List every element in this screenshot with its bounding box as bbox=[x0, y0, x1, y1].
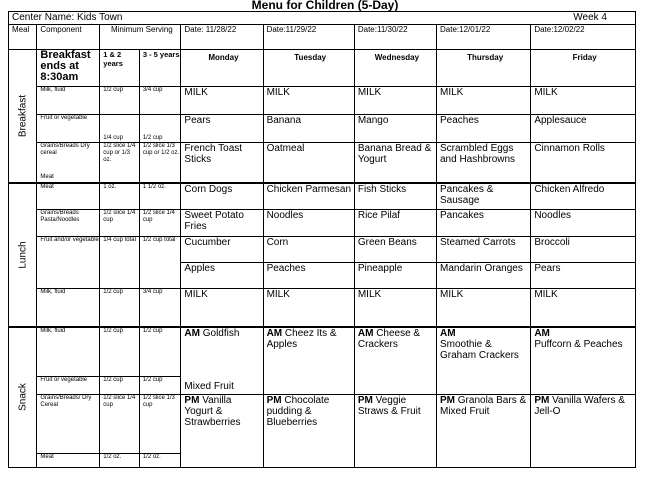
meal-lunch: Lunch bbox=[9, 183, 37, 327]
day-friday: Friday bbox=[531, 50, 636, 87]
snack-am-tuesday: AM Cheez Its & Apples bbox=[263, 327, 354, 395]
week-label: Week 4 bbox=[573, 12, 607, 23]
snack-am-monday: AM Goldfish Mixed Fruit bbox=[181, 327, 263, 395]
snack-pm-tuesday: PM Chocolate pudding & Blueberries bbox=[263, 395, 354, 468]
table-row: Fruit or vegetable 1/4 cup 1/2 cup Pears Banana Mango Peaches Applesauce bbox=[9, 115, 636, 143]
table-row: Meat 1/2 oz. 1/2 oz. bbox=[9, 454, 636, 468]
component-header: Component bbox=[37, 25, 100, 50]
table-row: Lunch Meat 1 oz. 1 1/2 oz. Corn Dogs Chicken Parmesan Fish Sticks Pancakes & Sausage Chicken Alfredo bbox=[9, 183, 636, 210]
day-tuesday: Tuesday bbox=[263, 50, 354, 87]
breakfast-time: Breakfast ends at 8:30am bbox=[37, 50, 100, 87]
page-title: Menu for Children (5-Day) bbox=[251, 0, 399, 12]
table-row: Grains/Breads Dry cereal Meat 1/2 slice 1/4 cup or 1/3 oz. 1/2 slice 1/3 cup or 1/2 oz. French Toast Sticks Oatmeal Banana Bread & Yogurt Scrambled Eggs and Hashbrowns Cinnamon Rolls bbox=[9, 143, 636, 183]
center-name-row bbox=[9, 12, 636, 25]
date-header-1: Date: 11/28/22 bbox=[181, 25, 263, 50]
center-name: Center Name: Kids Town bbox=[12, 12, 123, 23]
meal-breakfast: Breakfast bbox=[9, 50, 37, 183]
snack-am-friday: AM Puffcorn & Peaches bbox=[531, 327, 636, 395]
table-row: Apples Peaches Pineapple Mandarin Oranges Pears bbox=[9, 263, 636, 289]
snack-pm-friday: PM Vanilla Wafers & Jell-O bbox=[531, 395, 636, 468]
table-row: Milk, fluid 1/2 cup 3/4 cup MILK MILK MILK MILK MILK bbox=[9, 289, 636, 327]
meal-header: Meal bbox=[9, 25, 37, 50]
date-header-5: Date:12/02/22 bbox=[531, 25, 636, 50]
date-header-4: Date:12/01/22 bbox=[437, 25, 531, 50]
min-serving-header: Minimum Serving bbox=[100, 25, 181, 50]
day-wednesday: Wednesday bbox=[354, 50, 436, 87]
header-row bbox=[9, 25, 636, 38]
date-header-3: Date:11/30/22 bbox=[354, 25, 436, 50]
age-3-5: 3 - 5 years bbox=[139, 50, 181, 87]
table-row: Grains/Breads Pasta/Noodles 1/2 slice 1/4 cup 1/2 slice 1/4 cup Sweet Potato Fries Noodles Rice Pilaf Pancakes Noodles bbox=[9, 210, 636, 237]
table-row: Fruit or vegetable 1/2 cup 1/2 cup bbox=[9, 377, 636, 395]
meal-snack: Snack bbox=[9, 327, 37, 468]
snack-am-wednesday: AM Cheese & Crackers bbox=[354, 327, 436, 395]
menu-table bbox=[8, 11, 636, 468]
day-monday: Monday bbox=[181, 50, 263, 87]
day-thursday: Thursday bbox=[437, 50, 531, 87]
table-row: Grains/Breads/ Dry Cereal 1/2 slice 1/4 cup 1/2 slice 1/3 cup PM Vanilla Yogurt & Strawberries PM Chocolate pudding & Blueberries PM Veggie Straws & Fruit PM Granola Bars & Mixed Fruit PM Vanilla Wafers & Jell-O bbox=[9, 395, 636, 454]
snack-pm-monday: PM Vanilla Yogurt & Strawberries bbox=[181, 395, 263, 468]
table-row: Fruit and/or vegetable 1/4 cup total 1/2 cup total Cucumber Corn Green Beans Steamed Carrots Broccoli bbox=[9, 237, 636, 263]
table-row: Milk, fluid 1/2 cup 3/4 cup MILK MILK MILK MILK MILK bbox=[9, 87, 636, 115]
snack-pm-thursday: PM Granola Bars & Mixed Fruit bbox=[437, 395, 531, 468]
table-row: Snack Milk, fluid 1/2 cup 1/2 cup AM Goldfish Mixed Fruit AM Cheez Its & Apples AM Cheese & Crackers AM Smoothie & Graham Crackers AM Puffcorn & Peaches bbox=[9, 327, 636, 377]
snack-am-thursday: AM Smoothie & Graham Crackers bbox=[437, 327, 531, 395]
snack-pm-wednesday: PM Veggie Straws & Fruit bbox=[354, 395, 436, 468]
age-1-2: 1 & 2 years bbox=[100, 50, 140, 87]
date-header-2: Date:11/29/22 bbox=[263, 25, 354, 50]
